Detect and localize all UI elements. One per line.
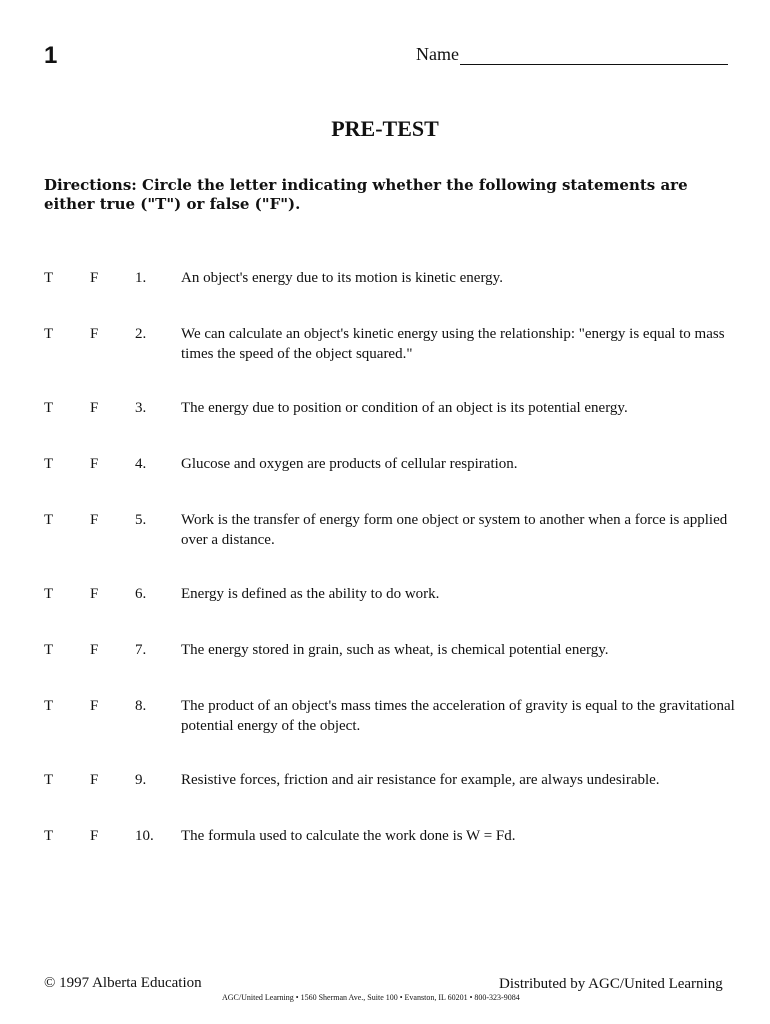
- question-statement: The product of an object's mass times the acceleration of gravity is equal to the gravitational potential energy of the object.: [181, 698, 735, 734]
- false-option[interactable]: F: [90, 456, 99, 472]
- question-statement: An object's energy due to its motion is kinetic energy.: [181, 270, 503, 286]
- true-option[interactable]: T: [44, 512, 54, 528]
- true-option[interactable]: T: [44, 828, 54, 844]
- question-number: 1.: [135, 270, 147, 286]
- false-option[interactable]: F: [90, 772, 99, 788]
- page-number: 1: [44, 42, 58, 69]
- question-number: 5.: [135, 512, 147, 528]
- true-option[interactable]: T: [44, 456, 54, 472]
- question-number: 9.: [135, 772, 147, 788]
- question-number: 4.: [135, 456, 147, 472]
- false-option[interactable]: F: [90, 828, 99, 844]
- true-option[interactable]: T: [44, 326, 54, 342]
- true-option[interactable]: T: [44, 270, 54, 286]
- name-blank-line: [460, 46, 728, 65]
- false-option[interactable]: F: [90, 512, 99, 528]
- directions-text: Directions: Circle the letter indicating whether the following statements are either true ("T") or false ("F").: [44, 176, 688, 213]
- true-option[interactable]: T: [44, 698, 54, 714]
- copyright-notice: © 1997 Alberta Education: [44, 975, 202, 991]
- false-option[interactable]: F: [90, 270, 99, 286]
- question-statement: The energy due to position or condition of an object is its potential energy.: [181, 400, 628, 416]
- false-option[interactable]: F: [90, 698, 99, 714]
- distributor-credit: Distributed by AGC/United Learning: [499, 976, 723, 992]
- true-option[interactable]: T: [44, 642, 54, 658]
- name-label: Name: [416, 44, 459, 64]
- true-option[interactable]: T: [44, 400, 54, 416]
- publisher-address: AGC/United Learning • 1560 Sherman Ave., Suite 100 • Evanston, IL 60201 • 800-323-9084: [222, 993, 520, 1002]
- false-option[interactable]: F: [90, 400, 99, 416]
- question-number: 3.: [135, 400, 147, 416]
- question-statement: Resistive forces, friction and air resistance for example, are always undesirable.: [181, 772, 660, 788]
- name-field: [416, 44, 728, 65]
- question-statement: Glucose and oxygen are products of cellular respiration.: [181, 456, 518, 472]
- question-statement: We can calculate an object's kinetic energy using the relationship: "energy is equal to mass times the speed of the object squared.": [181, 326, 725, 362]
- true-option[interactable]: T: [44, 586, 54, 602]
- question-number: 2.: [135, 326, 147, 342]
- question-statement: Work is the transfer of energy form one object or system to another when a force is applied over a distance.: [181, 512, 728, 548]
- false-option[interactable]: F: [90, 642, 99, 658]
- question-statement: Energy is defined as the ability to do work.: [181, 586, 440, 602]
- question-number: 7.: [135, 642, 147, 658]
- false-option[interactable]: F: [90, 586, 99, 602]
- true-option[interactable]: T: [44, 772, 54, 788]
- false-option[interactable]: F: [90, 326, 99, 342]
- question-number: 10.: [135, 828, 154, 844]
- question-number: 8.: [135, 698, 147, 714]
- question-number: 6.: [135, 586, 147, 602]
- question-statement: The formula used to calculate the work done is W = Fd.: [181, 828, 516, 844]
- question-statement: The energy stored in grain, such as wheat, is chemical potential energy.: [181, 642, 609, 658]
- page-title: PRE-TEST: [331, 116, 439, 141]
